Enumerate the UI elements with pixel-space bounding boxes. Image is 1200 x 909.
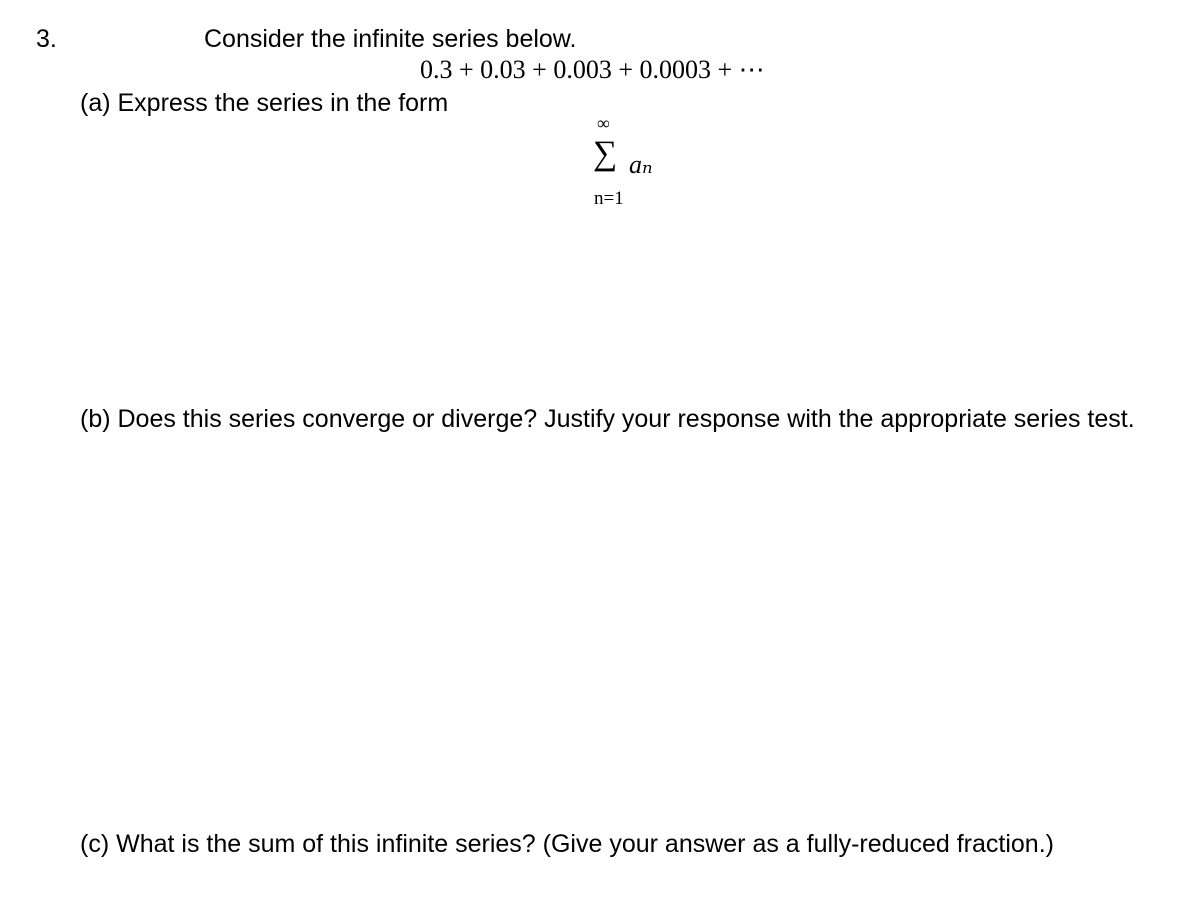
summation-notation [590,114,680,214]
part-c-prompt: (c) What is the sum of this infinite series? (Give your answer as a fully-reduced fraction.) [80,830,1054,858]
question-intro: Consider the infinite series below. [204,25,577,53]
summation-term: aₙ [629,150,653,179]
summation-sigma-symbol: ∑ [593,135,618,172]
summation-upper-limit: ∞ [597,113,610,133]
series-expression: 0.3 + 0.03 + 0.003 + 0.0003 + ⋯ [420,55,765,84]
question-number: 3. [36,25,57,53]
part-b-prompt: (b) Does this series converge or diverge? Justify your response with the appropriate series test. [80,405,1135,433]
part-a-prompt: (a) Express the series in the form [80,89,449,117]
summation-lower-limit: n=1 [594,188,624,209]
